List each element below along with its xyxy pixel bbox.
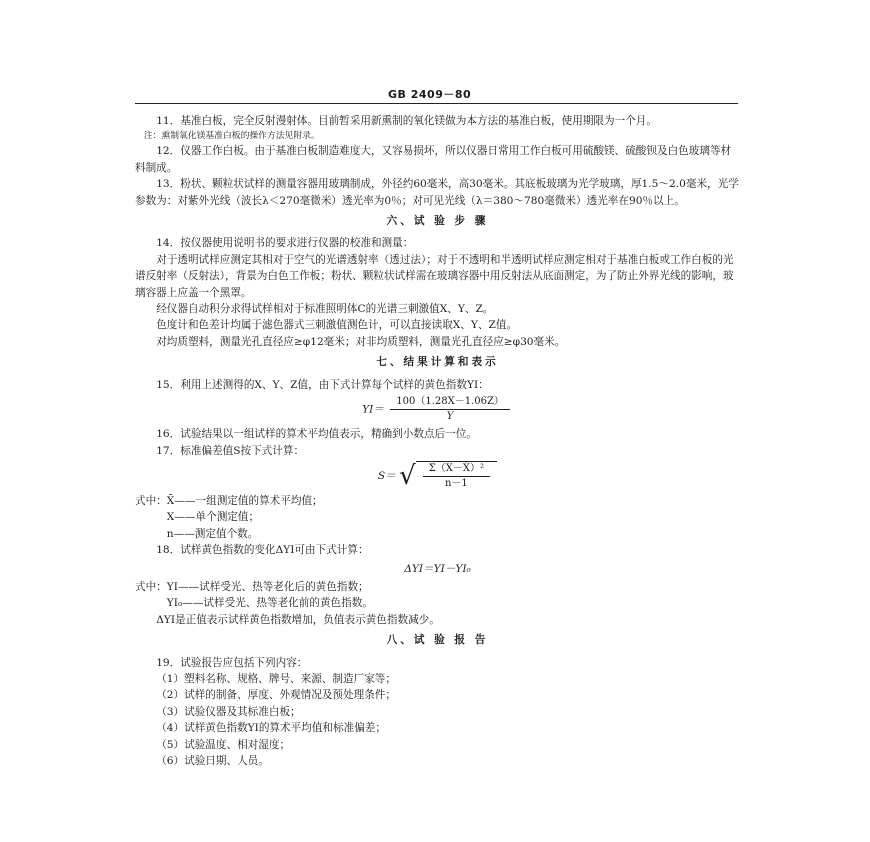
- clause-11: 11．基准白板，完全反射漫射体。目前暂采用新熏制的氧化镁做为本方法的基准白板，使用期限为一个月。: [156, 115, 657, 127]
- clause-17: 17．标准偏差值S按下式计算：: [156, 444, 305, 457]
- definition-item: X̄——一组测定值的算术平均值；: [166, 494, 323, 507]
- clause-18: 18．试样黄色指数的变化ΔYI可由下式计算：: [156, 544, 369, 557]
- section-6-heading: 六、试 验 步 骤: [386, 215, 489, 228]
- list-item: （5）试验温度、相对湿度；: [156, 738, 291, 751]
- clause-18-interpretation: ΔYI是正值表示试样黄色指数增加，负值表示黄色指数减少。: [156, 613, 440, 626]
- definition-lead: 式中：X̄——一组测定值的算术平均值；: [135, 494, 323, 507]
- formula-standard-deviation: [135, 461, 740, 491]
- clause-14-colorimeter: 色度计和色差计均属于滤色器式三刺激值测色计，可以直接读取X、Y、Z值。: [156, 319, 518, 332]
- definition-item: YI——试样受光、热等老化后的黄色指数；: [166, 580, 369, 593]
- clause-19: 19．试验报告应包括下列内容：: [156, 656, 308, 669]
- clause-16: 16．试验结果以一组试样的算术平均值表示，精确到小数点后一位。: [156, 428, 477, 441]
- radical-icon: √: [399, 460, 416, 491]
- clause-14-methods: 对于透明试样应测定其相对于空气的光谱透射率（透过法）；对于不透明和半透明试样应测定相对于基准白板或工作白板的光谱反射率（反射法），背景为白色工作板；粉状、颗粒状试样需在玻璃容器中用反射法从底面测定，为了防止外界光线的影响，玻璃容器上应盖一个黑罩。: [135, 253, 734, 299]
- formula-delta-yi: ΔYI＝YI－YI₀: [404, 562, 471, 575]
- formula-2-definitions: [135, 493, 740, 542]
- formula-1-lhs: YI＝: [362, 403, 384, 416]
- definition-item: YI₀——试样受光、热等老化前的黄色指数。: [166, 597, 373, 610]
- section-8-heading: 八、试 验 报 告: [386, 634, 489, 647]
- document-body: [135, 113, 740, 769]
- clause-12: 12．仪器工作白板。由于基准白板制造难度大，又容易损坏，所以仪器日常用工作白板可用硫酸镁、硫酸钡及白色玻璃等材料制成。: [135, 145, 732, 174]
- list-item: （3）试验仪器及其标准白板；: [156, 705, 301, 718]
- standard-code-header: GB 2409－80: [388, 88, 472, 101]
- formula-3-definitions: [135, 579, 740, 612]
- header-rule: [135, 103, 738, 104]
- report-items-list: [135, 671, 740, 769]
- formula-1-denominator: Y: [446, 411, 454, 423]
- clause-15: 15．利用上述测得的X、Y、Z值，由下式计算每个试样的黄色指数YI：: [156, 378, 489, 391]
- definition-item: X——单个测定值；: [166, 511, 260, 524]
- note: 注：熏制氧化镁基准白板的操作方法见附录。: [143, 131, 320, 142]
- sqrt-sign: [399, 461, 497, 491]
- definition-lead: 式中：YI——试样受光、热等老化后的黄色指数；: [135, 580, 369, 593]
- definition-item: n——测定值个数。: [166, 527, 259, 540]
- formula-2-lhs: S＝: [377, 469, 396, 482]
- clause-13: 13．粉状、颗粒状试样的测量容器用玻璃制成，外径约60毫米，高30毫米。其底板玻璃为光学玻璃，厚1.5～2.0毫米，光学参数为：对紫外光线（波长λ＜270毫微米）透光率为0％；对可见光线（λ＝380～780毫微米）透光率在90％以上。: [135, 178, 739, 207]
- section-7-heading: 七、结果计算和表示: [376, 356, 499, 369]
- list-item: （6）试验日期、人员。: [156, 755, 269, 767]
- clause-14-aperture: 对均质塑料，测量光孔直径应≥φ12毫米；对非均质塑料，测量光孔直径应≥φ30毫米。: [156, 335, 566, 348]
- formula-yellowness-index: [135, 395, 740, 424]
- formula-2-denominator: n－1: [444, 477, 468, 489]
- formula-2-fraction: [423, 462, 490, 491]
- list-item: （2）试样的制备、厚度、外观情况及预处理条件；: [156, 689, 396, 702]
- list-item: （1）塑料名称、规格、牌号、来源、制造厂家等；: [156, 672, 396, 685]
- clause-14: 14．按仪器使用说明书的要求进行仪器的校准和测量：: [156, 237, 414, 250]
- radicand: [416, 461, 497, 491]
- list-item: （4）试样黄色指数YI的算术平均值和标准偏差；: [156, 722, 386, 735]
- formula-1-fraction: [390, 395, 510, 424]
- formula-2-numerator: Σ（X－X̄）²: [423, 462, 490, 477]
- clause-14-tristimulus: 经仪器自动积分求得试样相对于标准照明体C的光谱三刺激值X、Y、Z。: [156, 303, 494, 316]
- formula-1-numerator: 100（1.28X－1.06Z）: [390, 395, 510, 410]
